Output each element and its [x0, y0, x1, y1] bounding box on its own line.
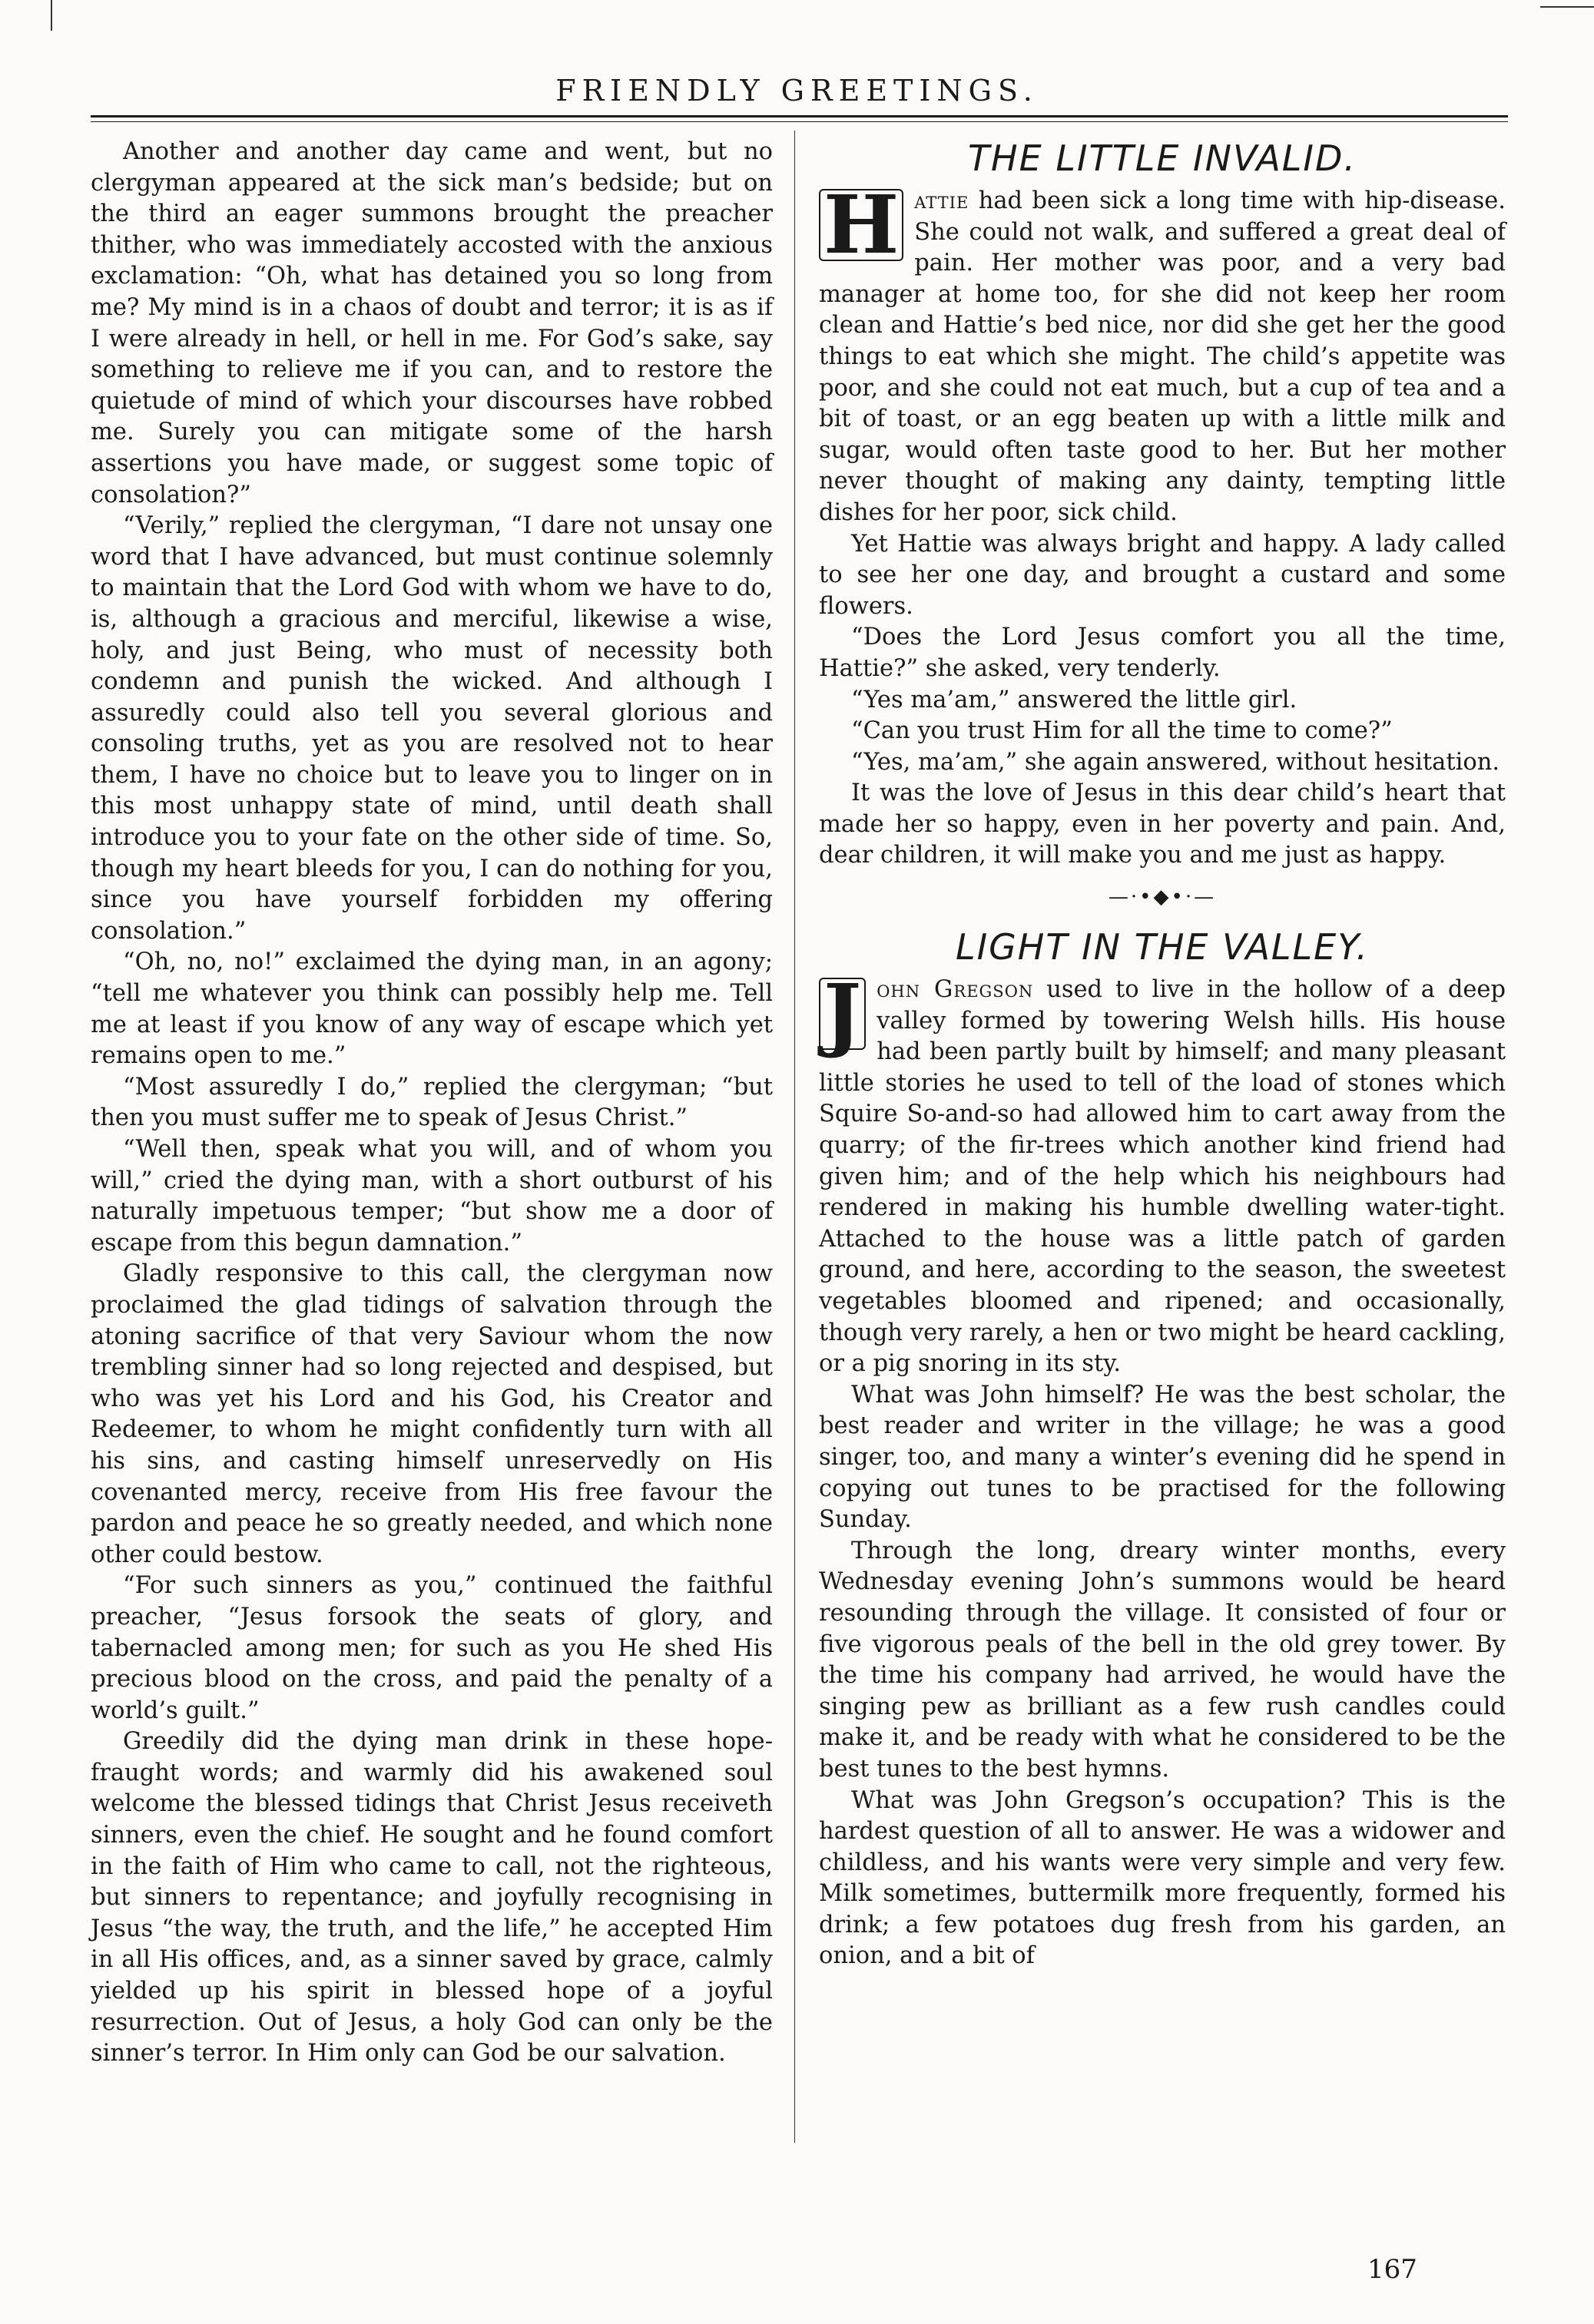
right-column	[819, 137, 1506, 1972]
article-lead-paragraph	[819, 177, 1506, 529]
paragraph: “Oh, no, no!” exclaimed the dying man, in an agony; “tell me whatever you think can possibly help me. Tell me at least if you know of any way of escape which yet remains open to me.”	[91, 948, 773, 1070]
paragraph: Gladly responsive to this call, the clergyman now proclaimed the glad tidings of salvation through the atoning sacrifice of that very Saviour whom the now trembling sinner had so long rejected and despised, but who was yet his Lord and his God, his Creator and Redeemer, to whom he might confidently turn with all his sins, and casting himself unreservedly on His covenanted mercy, receive from His free favour the pardon and peace he so greatly needed, and which none other could bestow.	[91, 1260, 773, 1568]
paragraph: “Can you trust Him for all the time to come?”	[851, 717, 1393, 745]
running-header: FRIENDLY GREETINGS.	[555, 74, 1039, 108]
paragraph: “For such sinners as you,” continued the faithful preacher, “Jesus forsook the seats of glory, and tabernacled among men; for such as you He shed His precious blood on the cross, and paid the penalty of a world’s guilt.”	[91, 1572, 773, 1724]
page-edge-mark-right	[1540, 6, 1594, 8]
paragraph: What was John himself? He was the best scholar, the best reader and writer in the village; he was a good singer, too, and many a winter’s evening did he spend in copying out tunes to be practised for the following Sunday.	[819, 1381, 1506, 1534]
column-divider	[794, 131, 795, 2143]
paragraph: Through the long, dreary winter months, every Wednesday evening John’s summons would be heard resounding through the village. It consisted of four or five vigorous peals of the bell in the old grey tower. By the time his company had arrived, he would have the singing pew as brilliant as a few rush candles could make it, and be ready with what he considered to be the best tunes to the best hymns.	[819, 1537, 1506, 1783]
page-edge-mark	[51, 0, 52, 31]
drop-cap: H	[819, 189, 903, 261]
paragraph: What was John Gregson’s occupation? This is the hardest question of all to answer. He was a widower and childless, and his wants were very simple and very few. Milk sometimes, buttermilk more frequently, formed his drink; a few potatoes dug fresh from his garden, an onion, and a bit of	[819, 1786, 1506, 1970]
paragraph: It was the love of Jesus in this dear child’s heart that made her so happy, even in her poverty and pain. And, dear children, it will make you and me just as happy.	[819, 780, 1506, 869]
lead-text: had been sick a long time with hip-disease. She could not walk, and suffered a great deal of pain. Her mother was poor, and a very bad manager at home too, for she did not keep her room clean and Hattie’s bed nice, nor did she get her the good things to eat which she might. The child’s appetite was poor, and she could not eat much, but a cup of tea and a bit of toast, or an egg beaten up with a little milk and sugar, would often taste good to her. But her mother never thought of making any dainty, tempting little dishes for her poor, sick child.	[819, 187, 1506, 526]
paragraph: “Verily,” replied the clergyman, “I dare not unsay one word that I have advanced, but must continue solemnly to maintain that the Lord God with whom we have to do, is, although a gracious and merciful, likewise a wise, holy, and just Being, who must of necessity both condemn and punish the wicked. And although I assuredly could also tell you several glorious and consoling truths, yet as you are resolved not to hear them, I have no choice but to leave you to linger on in this most unhappy state of mind, until death shall introduce you to your fate on the other side of time. So, though my heart bleeds for you, I can do nothing for you, since you have yourself forbidden my offering consolation.”	[91, 512, 773, 945]
lead-word: ohn Gregson	[877, 976, 1034, 1004]
paragraph: Greedily did the dying man drink in these hope-fraught words; and warmly did his awakened soul welcome the blessed tidings that Christ Jesus receiveth sinners, even the chief. He sought and he found comfort in the faith of Him who came to call, not the righteous, but sinners to repentance; and joyfully recognising in Jesus “the way, the truth, and the life,” he accepted Him in all His offices, and, as a sinner saved by grace, calmly yielded up his spirit in blessed hope of a joyful resurrection. Out of Jesus, a holy God can only be the sinner’s terror. In Him only can God be our salvation.	[91, 1728, 773, 2067]
article-lead-paragraph	[819, 966, 1506, 1380]
paragraph: “Yes ma’am,” answered the little girl.	[851, 686, 1297, 713]
lead-text: used to live in the hollow of a deep valley formed by towering Welsh hills. His house had been partly built by himself; and many pleasant little stories he used to tell of the load of stones which Squire So-and-so had allowed him to cart away from the quarry; of the fir-trees which another kind friend had given him; and of the help which his neighbours had rendered in making his humble dwelling water-tight. Attached to the house was a little patch of garden ground, and here, according to the season, the sweetest vegetables bloomed and ripened; and occasionally, though very rarely, a hen or two might be heard cackling, or a pig snoring in its sty.	[819, 976, 1506, 1378]
header-rule-thin	[91, 121, 1508, 122]
paragraph: “Most assuredly I do,” replied the clergyman; “but then you must suffer me to speak of Jesus Christ.”	[91, 1073, 773, 1132]
drop-cap: J	[819, 978, 866, 1050]
paragraph: Yet Hattie was always bright and happy. A lady called to see her one day, and brought a custard and some flowers.	[819, 530, 1506, 620]
paragraph: “Does the Lord Jesus comfort you all the time, Hattie?” she asked, very tenderly.	[819, 624, 1506, 682]
section-ornament: —·•◆•·—	[1108, 886, 1217, 909]
article-title-light-in-the-valley: LIGHT IN THE VALLEY.	[955, 926, 1370, 968]
paragraph: Another and another day came and went, but no clergyman appeared at the sick man’s bedside; but on the third an eager summons brought the preacher thither, who was immediately accosted with the anxious exclamation: “Oh, what has detained you so long from me? My mind is in a chaos of doubt and terror; it is as if I were already in hell, or hell in me. For God’s sake, say something to relieve me if you can, and to restore the quietude of mind of which your discourses have robbed me. Surely you can mitigate some of the harsh assertions you have made, or suggest some topic of consolation?”	[91, 138, 773, 508]
paragraph: “Well then, speak what you will, and of whom you will,” cried the dying man, with a short outburst of his naturally impetuous temper; “but show me a door of escape from this begun damnation.”	[91, 1136, 773, 1256]
paragraph: “Yes, ma’am,” she again answered, without hesitation.	[851, 748, 1500, 776]
page-number: 167	[1367, 2254, 1417, 2285]
left-column	[91, 137, 773, 2070]
article-title-little-invalid: THE LITTLE INVALID.	[967, 137, 1357, 179]
lead-word: attie	[914, 187, 969, 214]
header-rule	[91, 115, 1508, 118]
